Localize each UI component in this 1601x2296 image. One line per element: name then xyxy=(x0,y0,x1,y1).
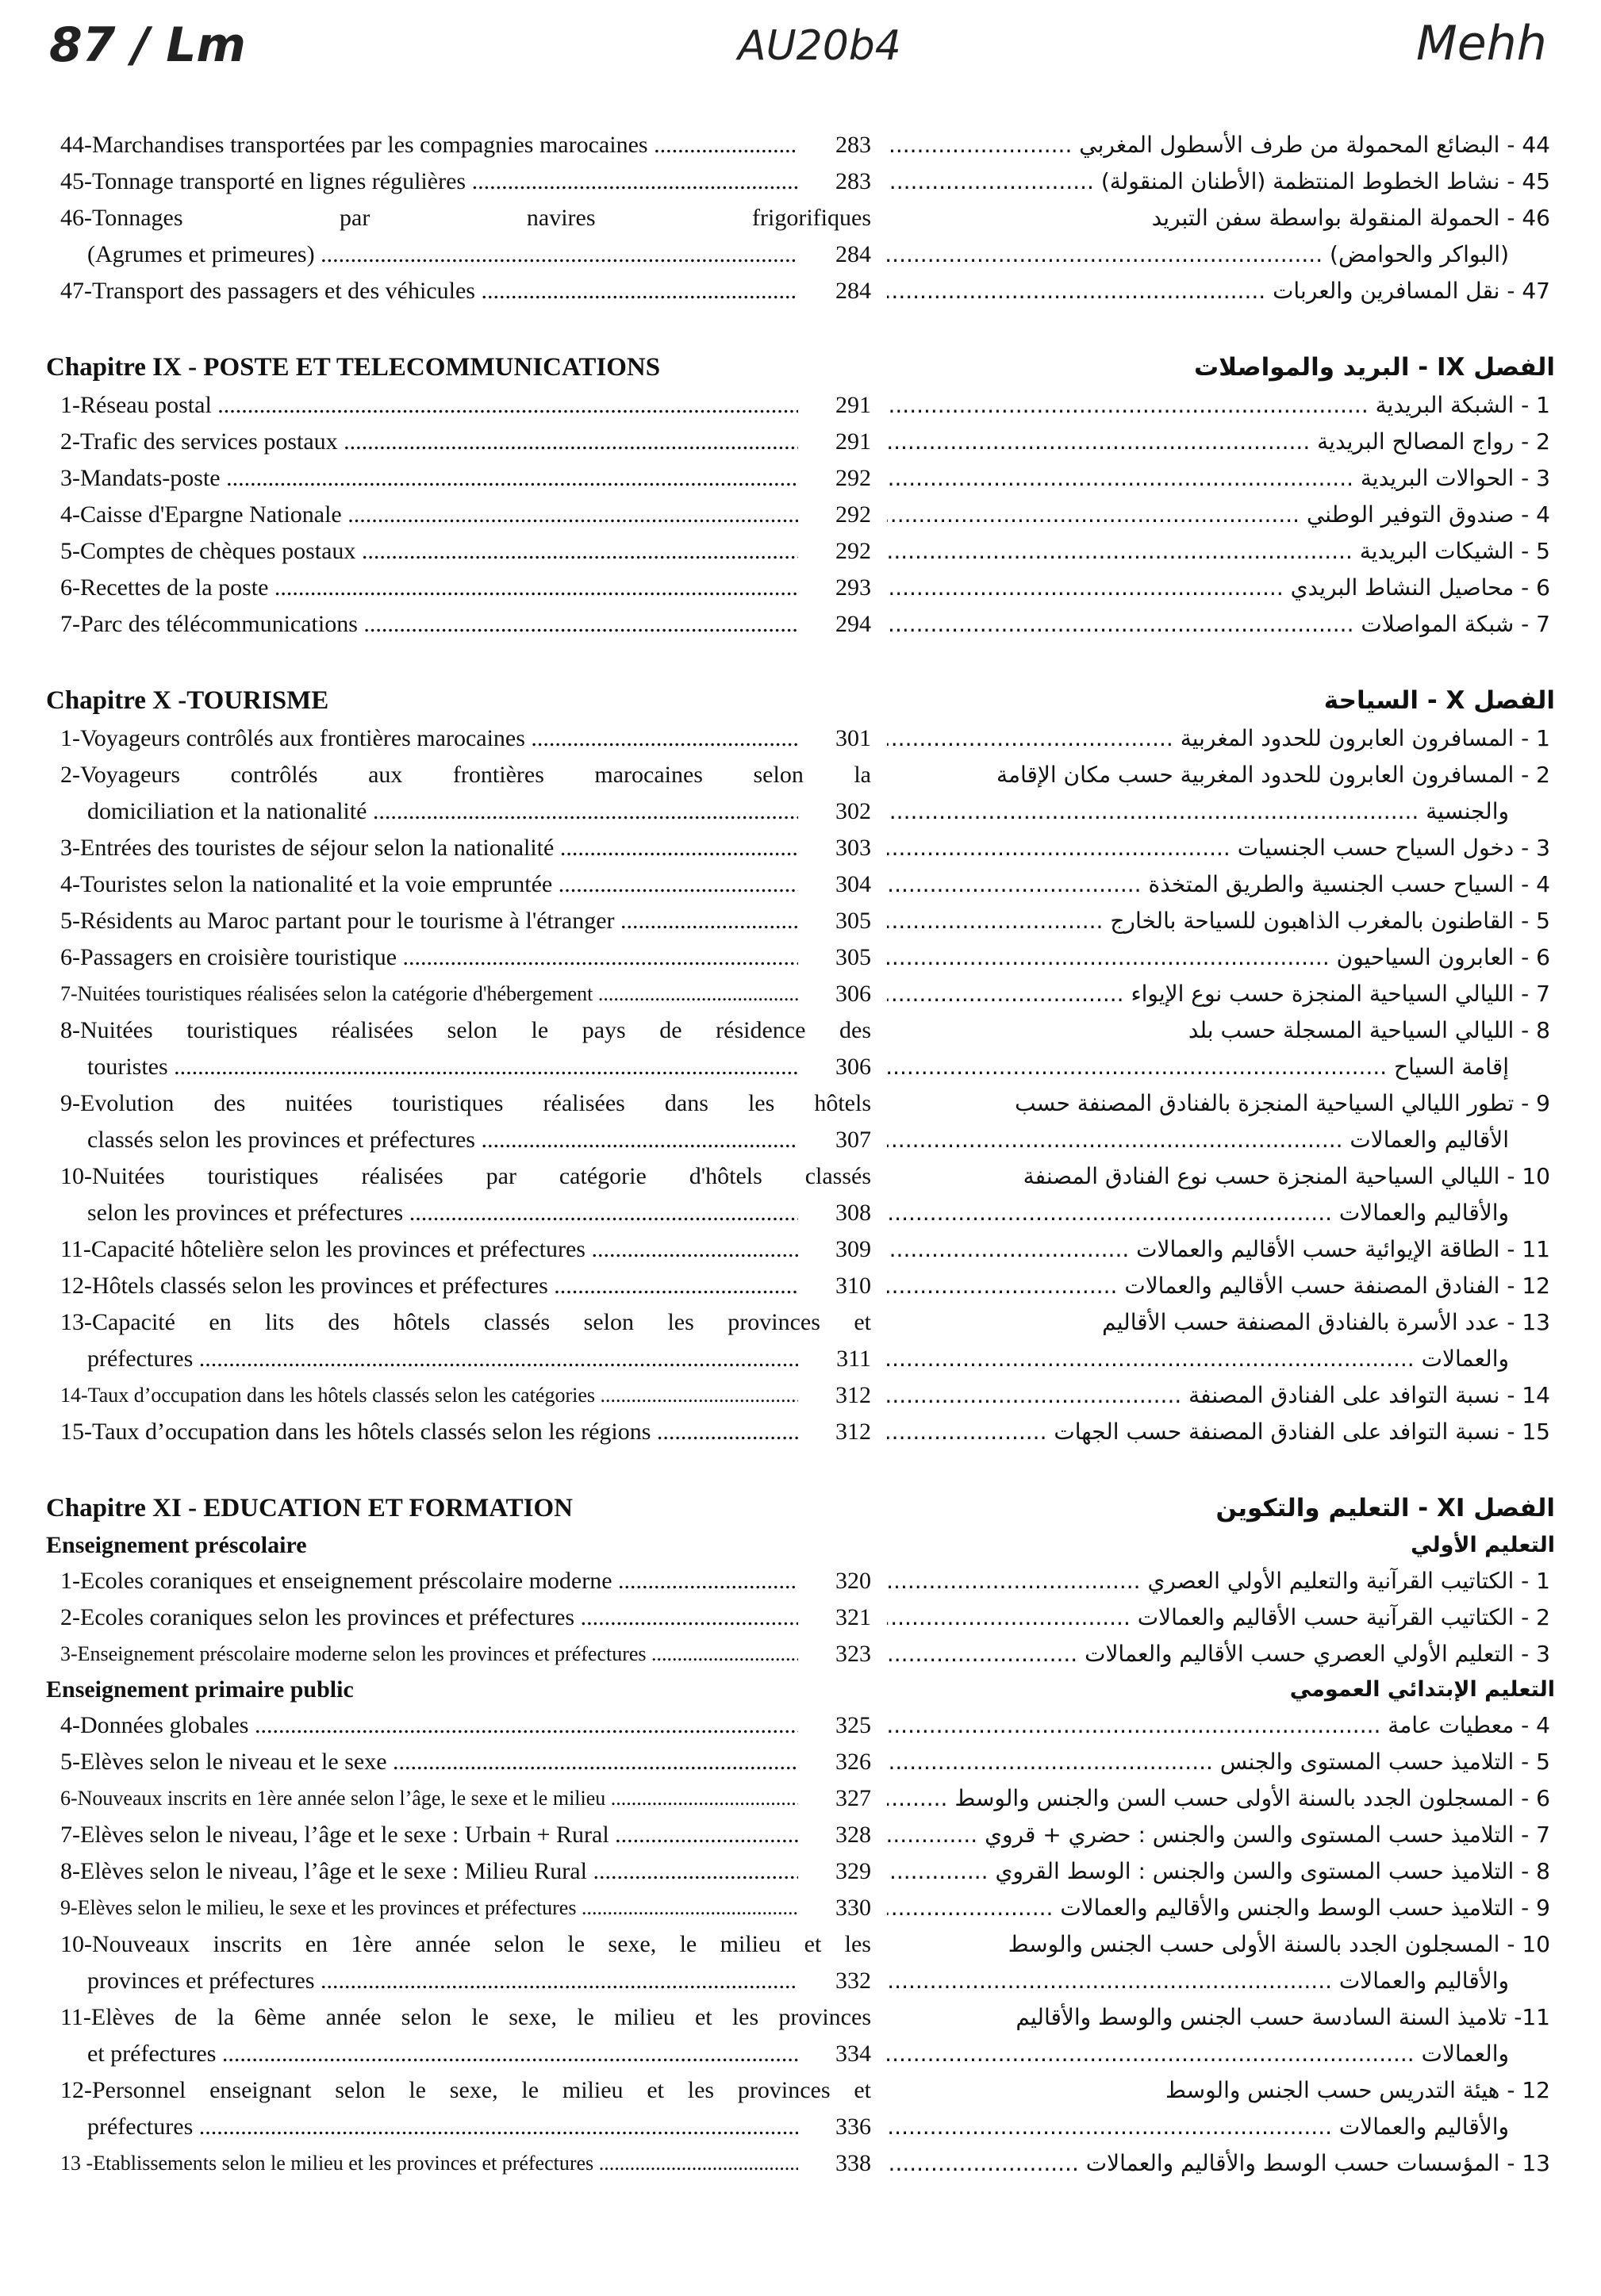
page-number: 292 xyxy=(835,465,871,491)
page-number: 283 xyxy=(835,132,871,158)
toc-entry xyxy=(46,1999,871,2072)
entry-label-line1: 10 - الليالي السياحية المنجزة حسب نوع الفنادق المصنفة xyxy=(1023,1163,1550,1189)
entry-label-line2: touristes ..... xyxy=(87,1049,798,1085)
chapter-xi-title: الفصل XI - التعليم والتكوين xyxy=(1215,1494,1555,1522)
toc-entry xyxy=(46,1085,871,1158)
entry-label-line2: (Agrumes et primeures) ..... xyxy=(87,236,798,273)
handwritten-annotation-middle: AU20b4 xyxy=(738,22,901,70)
page-number: 305 xyxy=(835,908,871,934)
toc-entry xyxy=(46,1012,871,1085)
entry-label-line2: et préfectures ..... xyxy=(87,2036,798,2072)
entry-label-line2: préfectures ..... xyxy=(87,2109,798,2145)
page-number: 294 xyxy=(835,611,871,637)
entry-label-line2: والأقاليم والعمالات ..... xyxy=(887,2109,1509,2145)
toc-entry xyxy=(887,1636,1555,1672)
entry-label: 1 - الكتاتيب القرآنية والتعليم الأولي العصري ..... xyxy=(887,1563,1550,1599)
entry-label-line2: والجنسية ..... xyxy=(887,793,1509,830)
toc-entry xyxy=(46,1599,871,1636)
entry-label-line2-row xyxy=(887,1341,1550,1377)
page-number: 336 xyxy=(835,2114,871,2140)
chapter-x-title: Chapitre X -TOURISME xyxy=(46,686,329,715)
toc-entry xyxy=(46,1926,871,1999)
entry-label: 9-Elèves selon le milieu, le sexe et les provinces et préfectures ..... xyxy=(60,1890,798,1926)
toc-entry xyxy=(46,533,871,570)
toc-entry xyxy=(46,1563,871,1599)
entry-label-line2-row xyxy=(887,1122,1550,1158)
entry-label-line1: 10-Nuitées touristiques réalisées par catégorie d'hôtels classés xyxy=(60,1163,871,1189)
entry-label-line2: selon les provinces et préfectures ..... xyxy=(87,1195,798,1231)
entry-label-line1: 10-Nouveaux inscrits en 1ère année selon le sexe, le milieu et les xyxy=(60,1931,871,1957)
entry-label: 7 - شبكة المواصلات ..... xyxy=(887,606,1550,643)
toc-entry xyxy=(887,273,1555,309)
entry-label-line2: والأقاليم والعمالات ..... xyxy=(887,1963,1509,1999)
page-number: 293 xyxy=(835,574,871,601)
toc-entry xyxy=(887,976,1555,1012)
toc-entry xyxy=(887,163,1555,200)
toc-entry xyxy=(887,1563,1555,1599)
toc-entry xyxy=(46,1853,871,1890)
subsection-title: Enseignement primaire public xyxy=(46,1676,354,1703)
page-number: 305 xyxy=(835,944,871,970)
chapter-ix-title: Chapitre IX - POSTE ET TELECOMMUNICATIONS xyxy=(46,353,661,382)
entry-label: 2 - الكتاتيب القرآنية حسب الأقاليم والعمالات ..... xyxy=(887,1599,1550,1636)
toc-entry xyxy=(887,570,1555,606)
entry-label-line1: 11- تلاميذ السنة السادسة حسب الجنس والوسط والأقاليم xyxy=(1016,2004,1550,2030)
entry-label: 47 - نقل المسافرين والعربات ..... xyxy=(887,273,1550,309)
page-number: 312 xyxy=(835,1419,871,1445)
toc-entry xyxy=(887,1853,1555,1890)
entry-label: 4 - السياح حسب الجنسية والطريق المتخذة ..... xyxy=(887,866,1550,903)
entry-label: 3-Mandats-poste ..... xyxy=(60,460,798,497)
entry-label: 1 - المسافرون العابرون للحدود المغربية ..... xyxy=(887,720,1550,757)
entry-label-line1: 10 - المسجلون الجدد بالسنة الأولى حسب الجنس والوسط xyxy=(1008,1931,1550,1957)
page-number: 320 xyxy=(835,1568,871,1594)
toc-entry xyxy=(887,1817,1555,1853)
entry-label: 12 - الفنادق المصنفة حسب الأقاليم والعمالات ..... xyxy=(887,1268,1550,1304)
entry-label: 9 - التلاميذ حسب الوسط والجنس والأقاليم والعمالات ..... xyxy=(887,1890,1550,1926)
entry-label-line2: والعمالات ..... xyxy=(887,2036,1509,2072)
entry-label-line2-row xyxy=(60,1341,871,1377)
entry-label-line1: 9 - تطور الليالي السياحية المنجزة بالفنادق المصنفة حسب xyxy=(1015,1090,1550,1116)
entry-label-line2: préfectures ..... xyxy=(87,1341,798,1377)
toc-entry xyxy=(46,2072,871,2145)
toc-entry xyxy=(887,866,1555,903)
entry-label: 7 - الليالي السياحية المنجزة حسب نوع الإيواء ..... xyxy=(887,976,1550,1012)
entry-label: 2 - رواج المصالح البريدية ..... xyxy=(887,424,1550,460)
entry-label: 6-Passagers en croisière touristique ..... xyxy=(60,939,798,976)
entry-label: 5-Comptes de chèques postaux ..... xyxy=(60,533,798,570)
page-number: 310 xyxy=(835,1273,871,1299)
entry-label: 6 - محاصيل النشاط البريدي ..... xyxy=(887,570,1550,606)
entry-label-line1: 12 - هيئة التدريس حسب الجنس والوسط xyxy=(1165,2077,1550,2103)
subsection-title: Enseignement préscolaire xyxy=(46,1532,307,1558)
entry-label-line2-row xyxy=(60,1963,871,1999)
entry-label-line2-row xyxy=(60,2036,871,2072)
toc-entry xyxy=(887,1999,1555,2072)
toc-entry xyxy=(46,2145,871,2182)
entry-label: 45-Tonnage transporté en lignes régulières ..... xyxy=(60,163,798,200)
entry-label-line1: 9-Evolution des nuitées touristiques réalisées dans les hôtels xyxy=(60,1090,871,1116)
toc-entry xyxy=(887,1599,1555,1636)
toc-entry xyxy=(46,570,871,606)
entry-label: 11 - الطاقة الإيوائية حسب الأقاليم والعمالات ..... xyxy=(887,1231,1550,1268)
toc-entry xyxy=(46,1744,871,1780)
entry-label-line2: والأقاليم والعمالات ..... xyxy=(887,1195,1509,1231)
toc-entry xyxy=(46,1158,871,1231)
toc-entry xyxy=(887,757,1555,830)
page-number: 328 xyxy=(835,1822,871,1848)
toc-entry xyxy=(887,1414,1555,1450)
toc-entry xyxy=(887,606,1555,643)
entry-label-line1: 2-Voyageurs contrôlés aux frontières marocaines selon la xyxy=(60,762,871,788)
entry-label: 13 -Etablissements selon le milieu et les provinces et préfectures ..... xyxy=(60,2145,798,2182)
page-number: 307 xyxy=(835,1127,871,1153)
entry-label: 3 - الحوالات البريدية ..... xyxy=(887,460,1550,497)
entry-label: 5-Elèves selon le niveau et le sexe ..... xyxy=(60,1744,798,1780)
entry-label: 4 - صندوق التوفير الوطني ..... xyxy=(887,497,1550,533)
page-number: 309 xyxy=(835,1236,871,1262)
entry-label-line1: 46 - الحمولة المنقولة بواسطة سفن التبريد xyxy=(1151,205,1550,231)
toc-entry xyxy=(887,460,1555,497)
page-number: 326 xyxy=(835,1749,871,1775)
chapter-xi-title: Chapitre XI - EDUCATION ET FORMATION xyxy=(46,1494,574,1522)
toc-entry xyxy=(887,2145,1555,2182)
toc-entry xyxy=(887,1012,1555,1085)
toc-entry xyxy=(46,163,871,200)
page-number: 292 xyxy=(835,501,871,528)
entry-label: 1 - الشبكة البريدية ..... xyxy=(887,387,1550,424)
page-number: 332 xyxy=(835,1968,871,1994)
toc-entry xyxy=(46,460,871,497)
toc-entry xyxy=(887,533,1555,570)
toc-entry xyxy=(887,200,1555,273)
toc-entry xyxy=(887,1085,1555,1158)
page-number: 291 xyxy=(835,392,871,418)
page-number: 291 xyxy=(835,428,871,455)
entry-label-line1: 2 - المسافرون العابرون للحدود المغربية حسب مكان الإقامة xyxy=(996,762,1550,788)
page-number: 311 xyxy=(836,1346,871,1372)
entry-label-line1: 46-Tonnages par navires frigorifiques xyxy=(60,205,871,231)
toc-entry xyxy=(46,1890,871,1926)
page-number: 323 xyxy=(835,1641,871,1667)
entry-label-line2: إقامة السياح ..... xyxy=(887,1049,1509,1085)
subsection-title: التعليم الإبتدائي العمومي xyxy=(1289,1677,1555,1702)
toc-entry xyxy=(887,2072,1555,2145)
toc-entry xyxy=(46,606,871,643)
arabic-contents-column xyxy=(887,127,1555,2182)
entry-label-line1: 13 - عدد الأسرة بالفنادق المصنفة حسب الأقاليم xyxy=(1102,1309,1550,1335)
entry-label: 8-Elèves selon le niveau, l’âge et le sexe : Milieu Rural ..... xyxy=(60,1853,798,1890)
entry-label: 1-Réseau postal ..... xyxy=(60,387,798,424)
entry-label-line1: 12-Personnel enseignant selon le sexe, le milieu et les provinces et xyxy=(60,2077,871,2103)
toc-entry xyxy=(887,939,1555,976)
entry-label: 5 - الشيكات البريدية ..... xyxy=(887,533,1550,570)
entry-label-line2: classés selon les provinces et préfectures ..... xyxy=(87,1122,798,1158)
entry-label-line2: والعمالات ..... xyxy=(887,1341,1509,1377)
entry-label-line2-row xyxy=(887,1963,1550,1999)
entry-label: 7-Nuitées touristiques réalisées selon la catégorie d'hébergement ..... xyxy=(60,976,798,1012)
toc-entry xyxy=(46,1780,871,1817)
toc-entry xyxy=(46,939,871,976)
entry-label-line2-row xyxy=(887,2109,1550,2145)
entry-label-line2-row xyxy=(60,236,871,273)
entry-label-line2: الأقاليم والعمالات ..... xyxy=(887,1122,1509,1158)
entry-label: 14-Taux d’occupation dans les hôtels classés selon les catégories ..... xyxy=(60,1377,798,1414)
entry-label: 4 - معطيات عامة ..... xyxy=(887,1707,1550,1744)
entry-label: 3-Entrées des touristes de séjour selon la nationalité ..... xyxy=(60,830,798,866)
toc-entry xyxy=(887,1304,1555,1377)
page-number: 334 xyxy=(835,2041,871,2067)
entry-label: 7-Elèves selon le niveau, l’âge et le sexe : Urbain + Rural ..... xyxy=(60,1817,798,1853)
page-number: 302 xyxy=(835,798,871,824)
entry-label: 13 - المؤسسات حسب الوسط والأقاليم والعمالات ..... xyxy=(887,2145,1550,2182)
page-number: 301 xyxy=(835,725,871,751)
entry-label-line2-row xyxy=(887,1195,1550,1231)
french-contents-column xyxy=(46,127,871,2182)
entry-label-line2-row xyxy=(887,236,1550,273)
toc-entry xyxy=(46,903,871,939)
toc-entry xyxy=(46,1707,871,1744)
toc-entry xyxy=(887,720,1555,757)
page-number: 306 xyxy=(835,1054,871,1080)
handwritten-signature: Mehh xyxy=(1416,16,1547,71)
toc-entry xyxy=(46,387,871,424)
toc-entry xyxy=(887,387,1555,424)
entry-label: 7-Parc des télécommunications ..... xyxy=(60,606,798,643)
entry-label-line2-row xyxy=(60,1049,871,1085)
toc-entry xyxy=(887,1890,1555,1926)
entry-label: 44 - البضائع المحمولة من طرف الأسطول المغربي ..... xyxy=(887,127,1550,163)
entry-label: 3-Enseignement préscolaire moderne selon les provinces et préfectures ..... xyxy=(60,1636,798,1672)
entry-label: 5 - القاطنون بالمغرب الذاهبون للسياحة بالخارج ..... xyxy=(887,903,1550,939)
entry-label-line2-row xyxy=(60,1122,871,1158)
page-number: 327 xyxy=(835,1785,871,1811)
chapter-x-title: الفصل X - السياحة xyxy=(1323,686,1555,715)
toc-entry xyxy=(887,127,1555,163)
entry-label-line2-row xyxy=(60,1195,871,1231)
toc-entry xyxy=(887,1158,1555,1231)
chapter-ix-title: الفصل IX - البريد والمواصلات xyxy=(1193,353,1555,382)
page-number: 321 xyxy=(835,1604,871,1630)
entry-label: 5-Résidents au Maroc partant pour le tourisme à l'étranger ..... xyxy=(60,903,798,939)
toc-entry xyxy=(46,757,871,830)
page-number: 283 xyxy=(835,168,871,194)
toc-entry xyxy=(887,1231,1555,1268)
entry-label-line1: 8 - الليالي السياحية المسجلة حسب بلد xyxy=(1188,1017,1550,1043)
entry-label-line2: (البواكر والحوامض) ..... xyxy=(887,236,1509,273)
toc-entry xyxy=(887,1926,1555,1999)
page-number: 330 xyxy=(835,1895,871,1921)
toc-entry xyxy=(46,866,871,903)
toc-entry xyxy=(46,720,871,757)
entry-label-line2-row xyxy=(887,793,1550,830)
toc-entry xyxy=(46,1268,871,1304)
entry-label: 47-Transport des passagers et des véhicules ..... xyxy=(60,273,798,309)
entry-label: 6-Recettes de la poste ..... xyxy=(60,570,798,606)
entry-label: 12-Hôtels classés selon les provinces et préfectures ..... xyxy=(60,1268,798,1304)
entry-label: 5 - التلاميذ حسب المستوى والجنس ..... xyxy=(887,1744,1550,1780)
toc-entry xyxy=(46,1377,871,1414)
toc-entry xyxy=(46,1304,871,1377)
toc-entry xyxy=(46,1231,871,1268)
entry-label: 6 - العابرون السياحيون ..... xyxy=(887,939,1550,976)
toc-entry xyxy=(887,1268,1555,1304)
toc-entry xyxy=(887,497,1555,533)
entry-label-line2-row xyxy=(887,2036,1550,2072)
entry-label: 7 - التلاميذ حسب المستوى والسن والجنس : حضري + قروي ..... xyxy=(887,1817,1550,1853)
entry-label: 6-Nouveaux inscrits en 1ère année selon l’âge, le sexe et le milieu ..... xyxy=(60,1780,798,1817)
entry-label: 45 - نشاط الخطوط المنتظمة (الأطنان المنقولة) ..... xyxy=(887,163,1550,200)
entry-label: 4-Données globales ..... xyxy=(60,1707,798,1744)
page-number: 312 xyxy=(835,1382,871,1408)
toc-entry xyxy=(46,424,871,460)
toc-entry xyxy=(46,830,871,866)
entry-label: 15 - نسبة التوافد على الفنادق المصنفة حسب الجهات ..... xyxy=(887,1414,1550,1450)
entry-label-line1: 8-Nuitées touristiques réalisées selon le pays de résidence des xyxy=(60,1017,871,1043)
toc-entry xyxy=(887,424,1555,460)
entry-label-line2-row xyxy=(887,1049,1550,1085)
entry-label: 14 - نسبة التوافد على الفنادق المصنفة ..... xyxy=(887,1377,1550,1414)
toc-entry xyxy=(46,273,871,309)
page-number: 338 xyxy=(835,2150,871,2176)
toc-entry xyxy=(887,1377,1555,1414)
subsection-title: التعليم الأولي xyxy=(1411,1533,1555,1557)
entry-label-line2: provinces et préfectures ..... xyxy=(87,1963,798,1999)
toc-entry xyxy=(887,903,1555,939)
toc-entry xyxy=(887,1780,1555,1817)
toc-entry xyxy=(887,1707,1555,1744)
entry-label-line2-row xyxy=(60,2109,871,2145)
entry-label: 8 - التلاميذ حسب المستوى والسن والجنس : الوسط القروي ..... xyxy=(887,1853,1550,1890)
handwritten-annotation-left: 87 / Lm xyxy=(49,17,246,73)
entry-label: 3 - التعليم الأولي العصري حسب الأقاليم والعمالات ..... xyxy=(887,1636,1550,1672)
entry-label: 6 - المسجلون الجدد بالسنة الأولى حسب السن والجنس والوسط ..... xyxy=(887,1780,1550,1817)
entry-label-line2-row xyxy=(60,793,871,830)
toc-entry xyxy=(46,1817,871,1853)
entry-label: 15-Taux d’occupation dans les hôtels classés selon les régions ..... xyxy=(60,1414,798,1450)
toc-entry xyxy=(46,200,871,273)
entry-label-line1: 13-Capacité en lits des hôtels classés selon les provinces et xyxy=(60,1309,871,1335)
entry-label: 1-Ecoles coraniques et enseignement préscolaire moderne ..... xyxy=(60,1563,798,1599)
toc-entry xyxy=(46,1636,871,1672)
entry-label: 2-Trafic des services postaux ..... xyxy=(60,424,798,460)
entry-label: 44-Marchandises transportées par les compagnies marocaines ..... xyxy=(60,127,798,163)
page-number: 306 xyxy=(835,981,871,1007)
toc-entry xyxy=(46,497,871,533)
toc-entry xyxy=(887,830,1555,866)
entry-label: 1-Voyageurs contrôlés aux frontières marocaines ..... xyxy=(60,720,798,757)
toc-entry xyxy=(46,127,871,163)
entry-label: 4-Touristes selon la nationalité et la voie empruntée ..... xyxy=(60,866,798,903)
page-number: 304 xyxy=(835,871,871,897)
page-number: 284 xyxy=(835,241,871,267)
entry-label: 3 - دخول السياح حسب الجنسيات ..... xyxy=(887,830,1550,866)
entry-label: 4-Caisse d'Epargne Nationale ..... xyxy=(60,497,798,533)
entry-label: 2-Ecoles coraniques selon les provinces et préfectures ..... xyxy=(60,1599,798,1636)
toc-entry xyxy=(887,1744,1555,1780)
toc-entry xyxy=(46,976,871,1012)
page-number: 303 xyxy=(835,835,871,861)
page-number: 329 xyxy=(835,1858,871,1884)
entry-label: 11-Capacité hôtelière selon les provinces et préfectures ..... xyxy=(60,1231,798,1268)
toc-entry xyxy=(46,1414,871,1450)
page-number: 308 xyxy=(835,1200,871,1226)
entry-label-line2: domiciliation et la nationalité ..... xyxy=(87,793,798,830)
page-number: 292 xyxy=(835,538,871,564)
page-number: 325 xyxy=(835,1712,871,1738)
entry-label-line1: 11-Elèves de la 6ème année selon le sexe, le milieu et les provinces xyxy=(60,2004,871,2030)
page-number: 284 xyxy=(835,278,871,304)
